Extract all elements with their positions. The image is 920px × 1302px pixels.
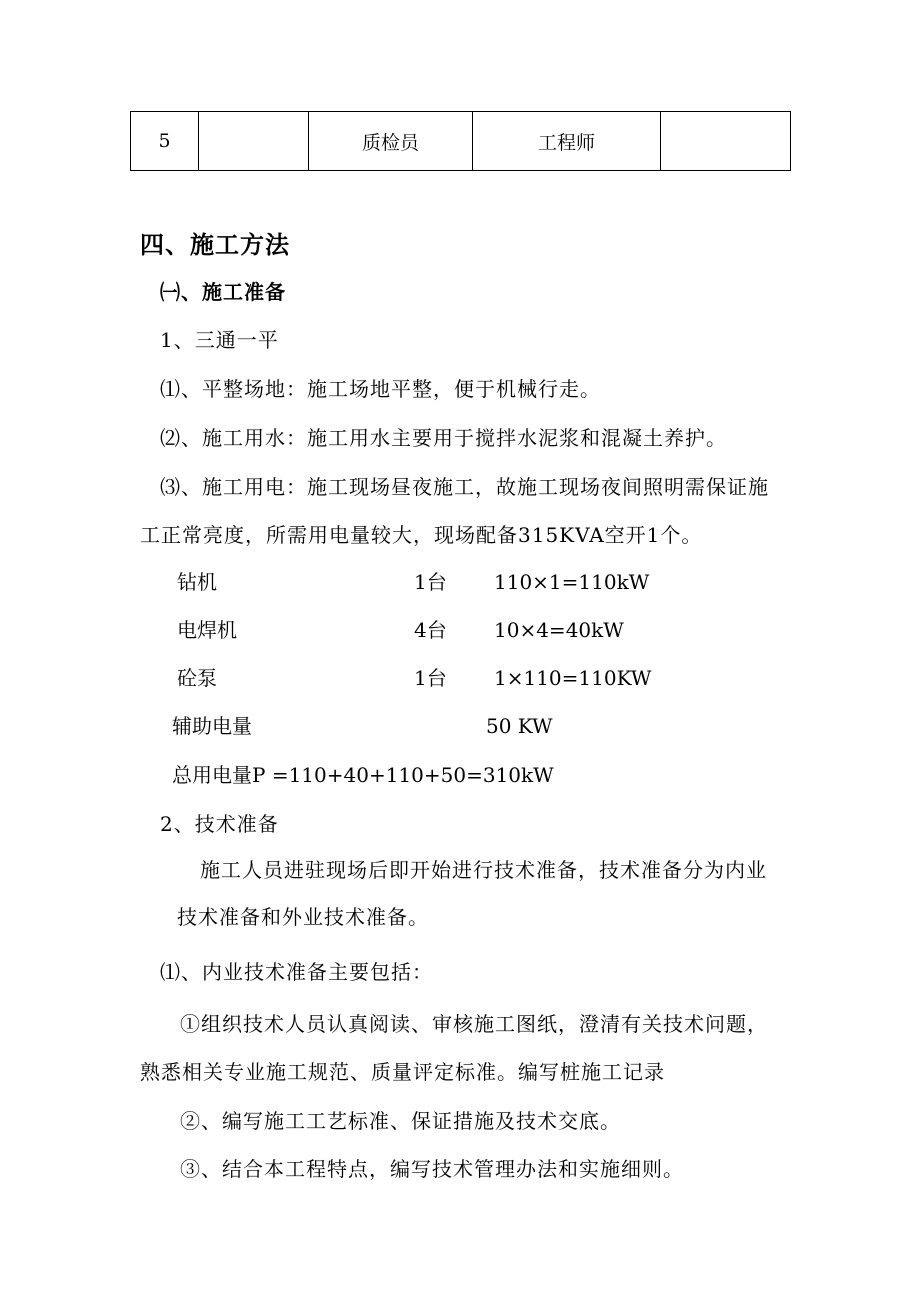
row-index-cell: 5 bbox=[131, 112, 199, 171]
equipment-power: 10×4=40kW bbox=[494, 618, 624, 642]
item1-2: ⑵、施工用水：施工用水主要用于搅拌水泥浆和混凝土养护。 bbox=[160, 426, 727, 450]
staff-table bbox=[130, 111, 791, 171]
equipment-name: 砼泵 bbox=[177, 666, 217, 690]
item1-3-line1: ⑶、施工用电：施工现场昼夜施工，故施工现场夜间照明需保证施 bbox=[160, 475, 769, 499]
item1-heading: 1、三通一平 bbox=[160, 328, 279, 352]
table-row bbox=[131, 112, 791, 171]
item2-1-a-line2: 熟悉相关专业施工规范、质量评定标准。编写桩施工记录 bbox=[140, 1060, 665, 1084]
subsection-heading: ㈠、施工准备 bbox=[160, 280, 286, 304]
aux-power: 50 KW bbox=[486, 714, 553, 738]
aux-name: 辅助电量 bbox=[172, 714, 252, 738]
equipment-name: 电焊机 bbox=[177, 618, 237, 642]
equipment-name: 钻机 bbox=[177, 570, 217, 594]
item1-1: ⑴、平整场地：施工场地平整，便于机械行走。 bbox=[160, 377, 601, 401]
equipment-qty: 1台 bbox=[414, 666, 447, 690]
equipment-power: 1×110=110KW bbox=[494, 666, 652, 690]
equipment-qty: 4台 bbox=[414, 618, 447, 642]
item1-3-line2: 工正常亮度，所需用电量较大，现场配备315KVA空开1个。 bbox=[140, 523, 703, 547]
equipment-qty: 1台 bbox=[414, 570, 447, 594]
equipment-power: 110×1=110kW bbox=[494, 570, 650, 594]
title-cell: 工程师 bbox=[473, 112, 661, 171]
note-cell bbox=[661, 112, 791, 171]
item2-para-line1: 施工人员进驻现场后即开始进行技术准备，技术准备分为内业 bbox=[200, 858, 767, 882]
item2-1-a-line1: ①组织技术人员认真阅读、审核施工图纸，澄清有关技术问题， bbox=[180, 1012, 768, 1036]
item2-1-b: ②、编写施工工艺标准、保证措施及技术交底。 bbox=[180, 1109, 621, 1133]
role-cell: 质检员 bbox=[309, 112, 473, 171]
item2-1: ⑴、内业技术准备主要包括： bbox=[160, 960, 433, 984]
name-cell bbox=[199, 112, 309, 171]
item2-para-line2: 技术准备和外业技术准备。 bbox=[177, 905, 429, 929]
item2-heading: 2、技术准备 bbox=[160, 812, 279, 836]
item2-1-c: ③、结合本工程特点，编写技术管理办法和实施细则。 bbox=[180, 1157, 684, 1181]
section-heading: 四、施工方法 bbox=[140, 230, 290, 259]
total-power: 总用电量P =110+40+110+50=310kW bbox=[172, 763, 554, 787]
